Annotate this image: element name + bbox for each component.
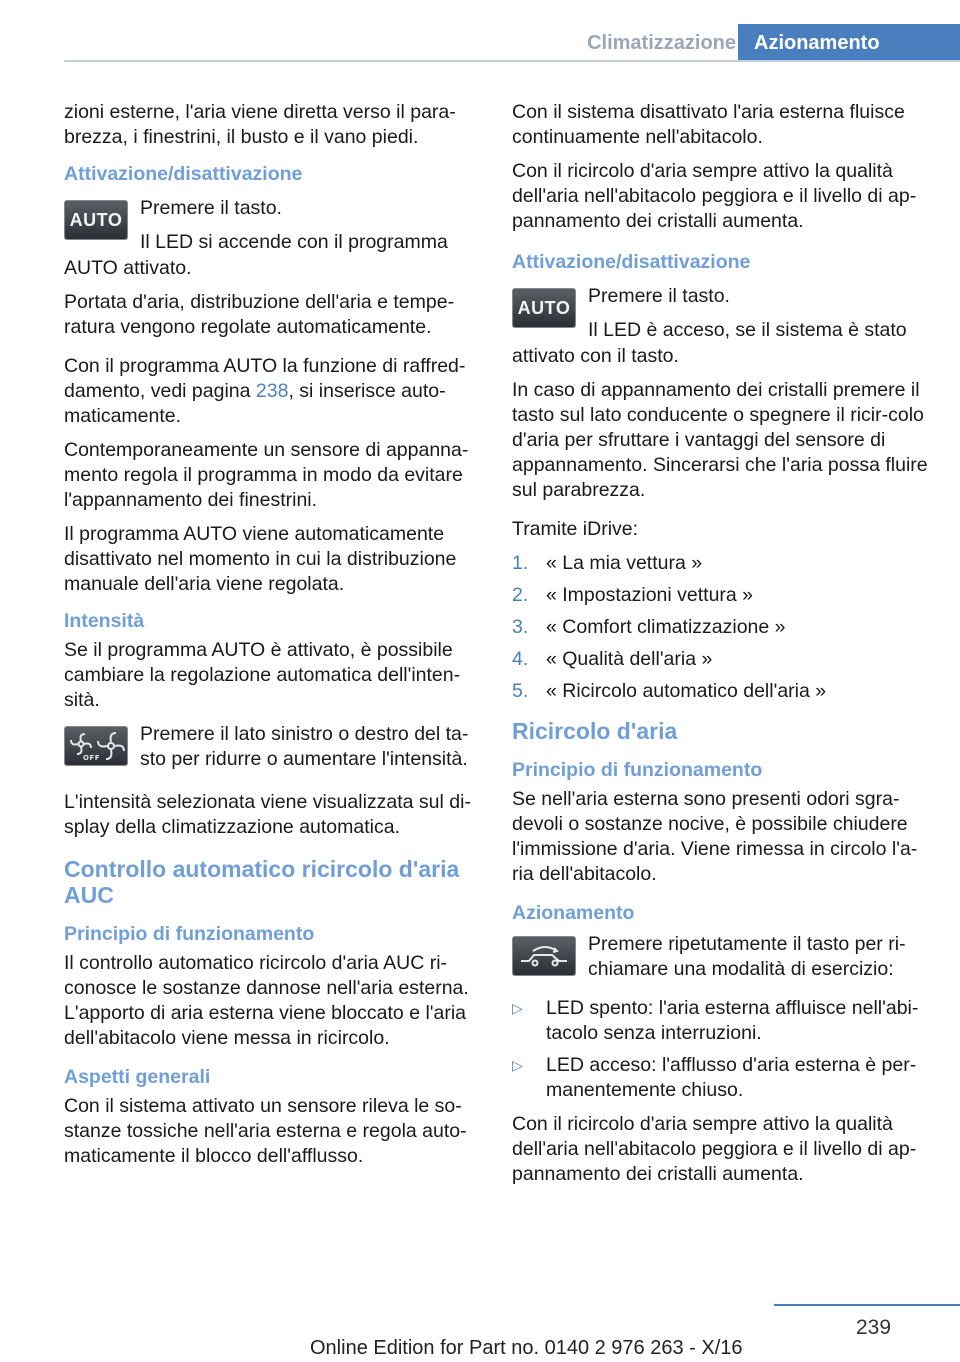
paragraph: Il controllo automatico ricircolo d'aria AUC ri-conosce le sostanze dannose nell'aria esterna. L'apporto di aria esterna viene bloccato e l'aria dell'abitacolo viene messa in ricircolo. <box>64 952 469 1049</box>
heading-general: Aspetti generali <box>64 1066 211 1088</box>
fan-intensity-button-icon <box>64 726 128 766</box>
footer-divider <box>774 1304 960 1306</box>
list-item: 1. « La mia vettura » <box>512 552 703 574</box>
page-number: 239 <box>856 1316 892 1339</box>
car-recirculation-icon <box>513 937 575 975</box>
auto-button-row <box>64 196 478 256</box>
header-section-tab[interactable]: Climatizzazione <box>587 32 736 54</box>
paragraph: Se nell'aria esterna sono presenti odori sgra-devoli o sostanze nocive, è possibile chiudere l'immissione d'aria. Viene rimessa in circolo l'a-ria dell'abitacolo. <box>512 788 918 885</box>
auto-button-icon: AUTO <box>512 288 576 328</box>
heading-activation: Attivazione/disattivazione <box>64 163 303 185</box>
auto-button-icon: AUTO <box>64 200 128 240</box>
list-item: ▷ LED spento: l'aria esterna affluisce nell'abi-tacolo senza interruzioni. <box>512 997 919 1044</box>
paragraph: Con il ricircolo d'aria sempre attivo la qualità dell'aria nell'abitacolo peggiora e il livello di ap-pannamento dei cristalli aumenta. <box>512 160 917 232</box>
paragraph: zioni esterne, l'aria viene diretta verso il para-brezza, i finestrini, il busto e il vano piedi. <box>64 101 456 148</box>
paragraph: Con il programma AUTO la funzione di raffred-damento, vedi pagina 238, si inserisce auto-maticamente. <box>64 355 466 427</box>
instruction: Premere il tasto. <box>140 197 282 219</box>
heading-principle: Principio di funzionamento <box>64 923 315 945</box>
paragraph: Con il sistema attivato un sensore rileva le so-stanze tossiche nell'aria esterna e regola auto-maticamente il blocco dell'afflusso. <box>64 1095 467 1167</box>
heading-recirculation: Ricircolo d'aria <box>512 718 678 744</box>
page-link[interactable]: 238 <box>255 380 289 402</box>
fan-button-row <box>64 722 478 782</box>
instruction: Premere il lato sinistro o destro del ta-sto per ridurre o aumentare l'intensità. <box>140 723 469 770</box>
list-item: 2. « Impostazioni vettura » <box>512 584 754 606</box>
led-text-cont: AUTO attivato. <box>64 257 192 279</box>
list-item: 5. « Ricircolo automatico dell'aria » <box>512 680 827 702</box>
right-column <box>512 100 928 1196</box>
header-active-tab[interactable]: Azionamento <box>738 24 960 62</box>
heading-principle: Principio di funzionamento <box>512 759 763 781</box>
paragraph: Contemporaneamente un sensore di appanna-mento regola il programma in modo da evitare l'appannamento dei finestrini. <box>64 439 469 511</box>
led-text-cont: attivato con il tasto. <box>512 345 679 367</box>
heading-auc: Controllo automatico ricircolo d'aria AUC <box>64 856 460 908</box>
list-item: 4. « Qualità dell'aria » <box>512 648 713 670</box>
led-text: Il LED si accende con il programma <box>140 231 448 253</box>
left-column <box>64 100 478 1178</box>
fan-off-label: OFF <box>83 754 101 762</box>
paragraph: Se il programma AUTO è attivato, è possibile cambiare la regolazione automatica dell'inten-sità. <box>64 639 461 711</box>
heading-activation: Attivazione/disattivazione <box>512 251 751 273</box>
mode-bullets <box>512 996 928 1103</box>
recirculation-button-icon <box>512 936 576 976</box>
paragraph: Con il sistema disattivato l'aria esterna fluisce continuamente nell'abitacolo. <box>512 101 905 148</box>
paragraph: Portata d'aria, distribuzione dell'aria e tempe-ratura vengono regolate automaticamente. <box>64 291 455 338</box>
header-divider <box>64 60 960 62</box>
idrive-steps <box>512 551 928 704</box>
led-text: Il LED è acceso, se il sistema è stato <box>588 319 907 341</box>
list-item: ▷ LED acceso: l'afflusso d'aria esterna è per-manentemente chiuso. <box>512 1054 917 1101</box>
instruction: Premere il tasto. <box>588 285 730 307</box>
auto-button-row <box>512 284 928 344</box>
paragraph: In caso di appannamento dei cristalli premere il tasto sul lato conducente o spegnere il ricir-colo d'aria per sfruttare i vantaggi del sensore di appannamento. Sincerarsi che l'aria possa fluire sul parabrezza. <box>512 379 928 501</box>
paragraph: L'intensità selezionata viene visualizzata sul di-splay della climatizzazione automatica. <box>64 791 471 838</box>
fan-icon <box>65 727 127 765</box>
list-item: 3. « Comfort climatizzazione » <box>512 616 786 638</box>
heading-operation: Azionamento <box>512 902 635 924</box>
paragraph: Tramite iDrive: <box>512 518 639 540</box>
heading-intensity: Intensità <box>64 610 145 632</box>
paragraph: Il programma AUTO viene automaticamente disattivato nel momento in cui la distribuzione manuale dell'aria viene regolata. <box>64 523 457 595</box>
recirc-button-row <box>512 932 928 992</box>
edition-note: Online Edition for Part no. 0140 2 976 263 - X/16 <box>310 1337 743 1359</box>
paragraph: Con il ricircolo d'aria sempre attivo la qualità dell'aria nell'abitacolo peggiora e il livello di ap-pannamento dei cristalli aumenta. <box>512 1113 917 1185</box>
instruction: Premere ripetutamente il tasto per ri-chiamare una modalità di esercizio: <box>588 933 906 980</box>
